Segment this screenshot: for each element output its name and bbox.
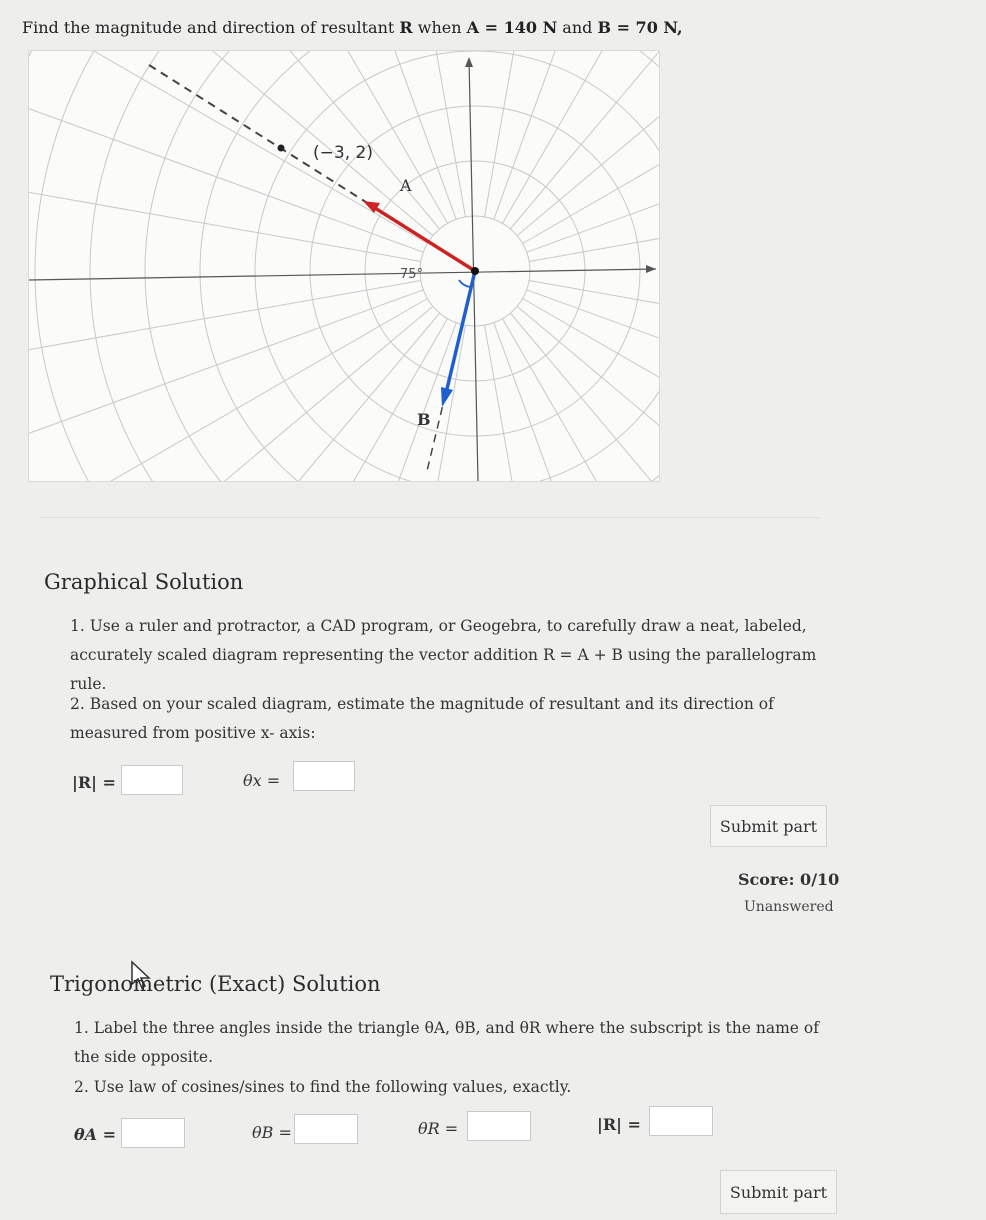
angle-arc — [459, 280, 471, 287]
graphical-step-2: 2. Based on your scaled diagram, estimate the magnitude of resultant and its direction of measured from positive x- axis: — [70, 695, 774, 742]
graphical-solution-title: Graphical Solution — [44, 570, 244, 594]
polar-ray — [29, 51, 440, 229]
status-text: Unanswered — [744, 899, 834, 915]
prompt-eq-b: B = 70 N, — [597, 18, 683, 37]
prompt-text-mid: when — [412, 18, 467, 37]
theta-a-label: θA = — [74, 1125, 117, 1144]
polar-ray — [485, 51, 597, 217]
vector-b-label: B — [417, 410, 431, 429]
polar-ray — [527, 290, 659, 481]
polar-ray — [527, 51, 659, 252]
origin-point — [471, 267, 479, 275]
vector-b — [447, 271, 475, 389]
prompt-text-before: Find the magnitude and direction of resultant — [22, 18, 400, 37]
polar-ray — [29, 299, 427, 482]
point-marker — [278, 145, 285, 152]
vector-a — [375, 208, 475, 271]
vector-a-label: A — [400, 176, 412, 195]
score-text: Score: 0/10 — [738, 870, 840, 889]
trig-step-2: 2. Use law of cosines/sines to find the following values, exactly. — [74, 1078, 572, 1096]
point-label: (−3, 2) — [313, 143, 373, 163]
r-magnitude-exact-label: |R| = — [597, 1115, 641, 1134]
polar-rays — [29, 51, 659, 481]
theta-r-input[interactable] — [467, 1111, 531, 1141]
r-magnitude-exact-input[interactable] — [649, 1106, 713, 1136]
theta-a-input[interactable] — [121, 1118, 185, 1148]
polar-ray — [503, 51, 660, 223]
problem-statement — [22, 18, 683, 37]
trig-solution-title: Trigonometric (Exact) Solution — [50, 972, 381, 996]
polar-ray — [517, 51, 659, 236]
theta-r-label: θR = — [418, 1119, 459, 1138]
trig-step-1: 1. Label the three angles inside the triangle θA, θB, and θR where the subscript is the name of the side opposite. — [74, 1019, 819, 1066]
vector-diagram — [29, 51, 659, 481]
theta-b-label: θB = — [252, 1123, 292, 1142]
polar-ray — [517, 306, 659, 481]
angle-label: 75° — [400, 267, 424, 282]
prompt-eq-a: A = 140 N — [466, 18, 558, 37]
r-magnitude-input[interactable] — [121, 765, 183, 795]
section-divider — [40, 517, 820, 518]
polar-ray — [125, 319, 448, 481]
x-axis — [29, 269, 656, 280]
r-magnitude-label: |R| = — [72, 773, 116, 792]
prompt-text-and: and — [557, 18, 598, 37]
theta-x-label: θx = — [243, 771, 281, 790]
polar-grid-figure — [28, 50, 660, 482]
polar-ray — [510, 313, 659, 481]
polar-ray — [29, 290, 423, 481]
polar-ray — [503, 319, 660, 481]
graphical-step-1: 1. Use a ruler and protractor, a CAD program, or Geogebra, to carefully draw a neat, labeled, accurately scaled diagram representing the vector addition R = A + B using the parallelogram rule. — [70, 617, 817, 693]
x-axis-arrow-icon — [646, 265, 656, 273]
polar-ray — [523, 51, 659, 244]
prompt-vector-r: R — [399, 18, 413, 37]
polar-ray — [510, 51, 659, 229]
theta-b-input[interactable] — [294, 1114, 358, 1144]
y-axis-arrow-icon — [465, 57, 473, 67]
submit-part-button-graphical[interactable]: Submit part — [710, 805, 827, 847]
theta-x-input[interactable] — [293, 761, 355, 791]
submit-part-button-trig[interactable]: Submit part — [720, 1170, 837, 1214]
